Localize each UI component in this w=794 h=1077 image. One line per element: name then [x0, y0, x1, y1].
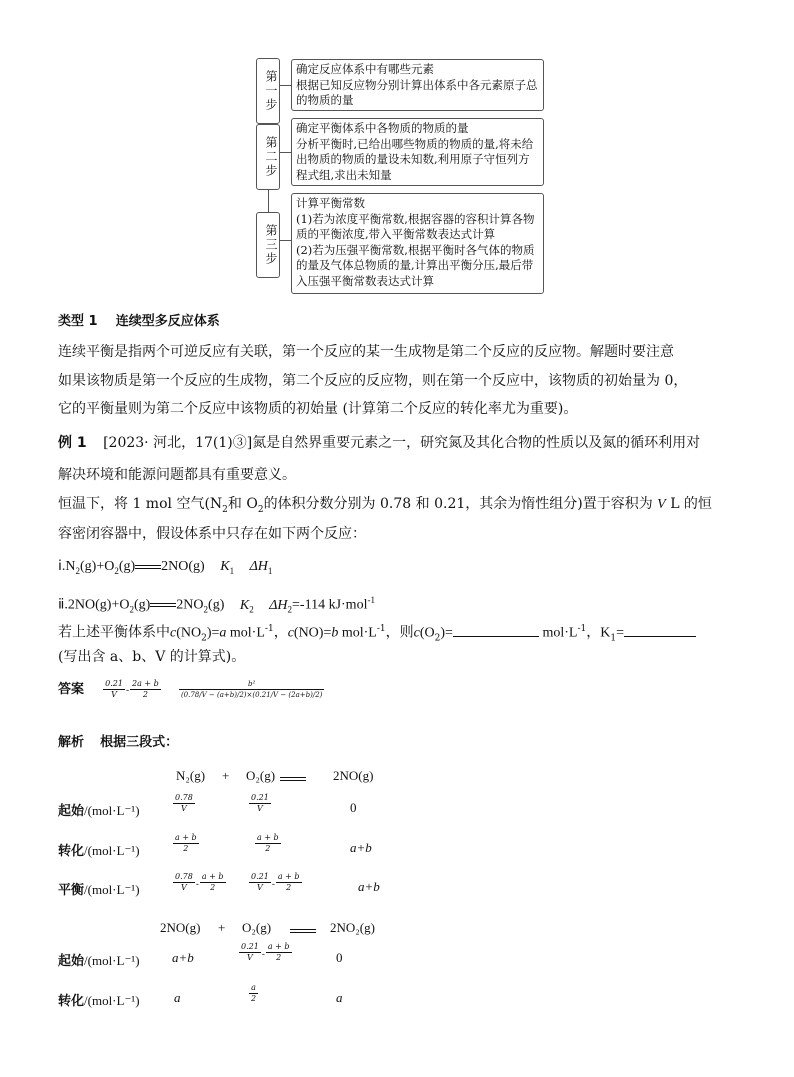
step-3-desc: 计算平衡常数 (1)若为浓度平衡常数,根据容器的容积计算各物质的平衡浓度,带入平衡常数表达式计算 (2)若为压强平衡常数,根据平衡时各气体的物质的量及气体总物质的量,计算出平衡分压,最后带入压强平衡常数表达式计算: [291, 193, 544, 294]
reaction-2: $ⅱ.2NO(g)+O_2(g)$ $2NO_2(g)$ $K_2$ $\Delta H_2=-114$ kJ·mol$^{-1}$: [58, 595, 375, 615]
type-heading: 类型 1 连续型多反应体系: [58, 314, 220, 329]
t2-row-change: 转化/(mol·L⁻¹): [58, 993, 140, 1009]
example-line-1: 例 1 [2023· 河北，17(1)③]氮是自然界重要元素之一，研究氮及其化合物的性质以及氮的循环利用对: [58, 435, 701, 451]
t1-row-change: 转化/(mol·L⁻¹): [58, 843, 140, 859]
intro-line-1: 连续平衡是指两个可逆反应有关联，第一个反应的某一生成物是第二个反应的反应物。解题时要注意: [58, 344, 674, 360]
answer-blank-2[interactable]: [624, 622, 696, 637]
example-label: 例 1: [58, 435, 87, 451]
t1-header-a: N₂(g): [176, 768, 206, 783]
step-1-label: 第一步: [256, 58, 280, 124]
equilibrium-arrow-icon: [290, 927, 316, 935]
example-line-3: 恒温下，将 1 mol 空气($N_2$和 $O_2$的体积分数分别为 0.78 和 0.21，其余为惰性组分)置于容积为 V L 的恒: [58, 496, 712, 515]
t1-header-b: O₂(g): [246, 768, 276, 783]
step-1-desc: 确定反应体系中有哪些元素 根据已知反应物分别计算出体系中各元素原子总的物质的量: [291, 59, 544, 111]
reaction-1: $ⅰ.N_2(g)+O_2(g)$ 2NO(g) $K_1$ $\Delta H_1$: [58, 559, 273, 576]
question-hint: (写出含 a、b、V 的计算式)。: [58, 649, 246, 665]
equilibrium-arrow-icon: [135, 563, 161, 571]
t2-header-b: O₂(g): [242, 920, 272, 935]
example-source: [2023· 河北，17(1)③]: [103, 435, 253, 451]
analysis-heading: 解析 根据三段式：: [58, 735, 179, 750]
example-line-4: 容密闭容器中，假设体系中只存在如下两个反应：: [58, 526, 366, 542]
step-3-label: 第三步: [256, 212, 280, 278]
question-line: 若上述平衡体系中$c(NO_2)=a$ $mol\cdot L^{-1}$，c(NO)=b $mol\cdot L^{-1}$，则$c(O_2)= mol\cdot L^{-1}$，$K_1=$: [58, 619, 696, 648]
example-line-2: 解决环境和能源问题都具有重要意义。: [58, 467, 296, 483]
answer-2: $\frac{\text{b²}}{(0.78/V - (a+b)/2)\times(0.21/V - (2a+b)/2)}$: [180, 680, 323, 699]
intro-line-3: 它的平衡量则为第二个反应中该物质的初始量 (计算第二个反应的转化率尤为重要)。: [58, 401, 578, 417]
t1-row-equilibrium: 平衡/(mol·L⁻¹): [58, 882, 140, 898]
t2-header-c: 2NO₂(g): [330, 920, 375, 935]
t1-row-start: 起始/(mol·L⁻¹): [58, 803, 140, 819]
answer-label: 答案: [58, 682, 85, 697]
t2-header-a: 2NO(g): [160, 920, 201, 935]
step-2-label: 第二步: [256, 124, 280, 190]
t2-row-start: 起始/(mol·L⁻¹): [58, 953, 140, 969]
answer-row: [58, 678, 325, 700]
answer-1: $\frac{0.21}{V}$ - $\frac{2a + b}{2}$: [105, 679, 159, 699]
answer-blank-1[interactable]: [453, 622, 539, 637]
equilibrium-arrow-icon: [280, 775, 306, 783]
t1-header-c: 2NO(g): [333, 768, 374, 783]
step-2-desc: 确定平衡体系中各物质的物质的量 分析平衡时,已给出哪些物质的物质的量,将未给出物质的物质的量设未知数,利用原子守恒列方程式组,求出未知量: [291, 118, 544, 186]
intro-line-2: 如果该物质是第一个反应的生成物，第二个反应的反应物，则在第一个反应中，该物质的初始量为 0，: [58, 373, 688, 389]
equilibrium-arrow-icon: [150, 601, 176, 609]
